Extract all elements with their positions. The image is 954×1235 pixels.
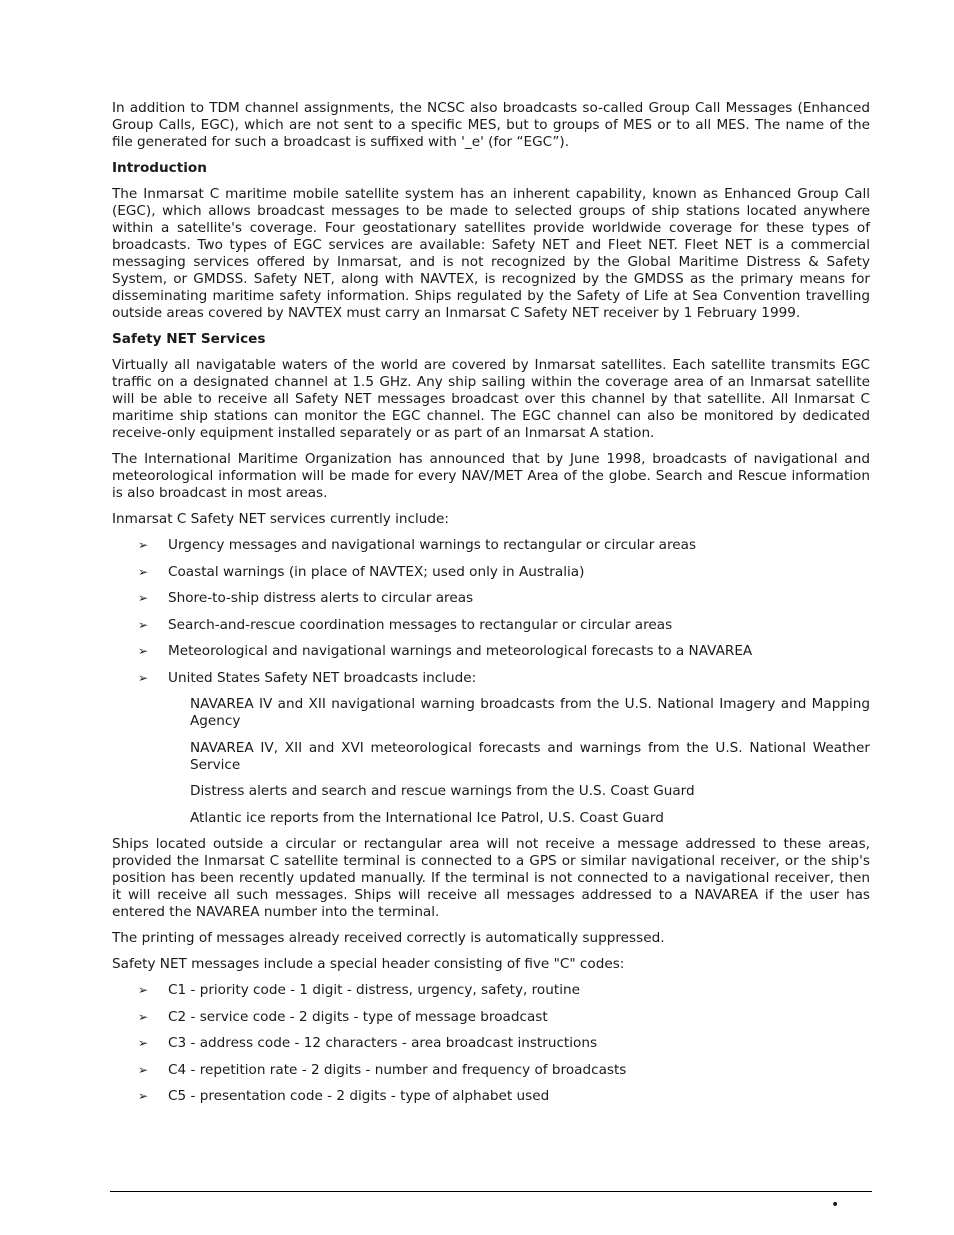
services-paragraph-2: The International Maritime Organization has announced that by June 1998, broadcasts of navigational and meteorological information will be made for every NAV/MET Area of the globe. Search and Rescue information is also broadcast in most areas. (112, 451, 870, 501)
arrow-bullet-icon: ➢ (138, 564, 149, 579)
arrow-bullet-icon: ➢ (138, 617, 149, 632)
document-page (112, 100, 870, 1115)
list-item: ➢ Meteorological and navigational warnings and meteorological forecasts to a NAVAREA (138, 643, 753, 659)
arrow-bullet-icon: ➢ (138, 1036, 149, 1050)
us-list-item: NAVAREA IV and XII navigational warning broadcasts from the U.S. National Imagery and Mapping Agency (190, 696, 870, 729)
footer-marker: • (831, 1197, 840, 1213)
us-list-item: NAVAREA IV, XII and XVI meteorological forecasts and warnings from the U.S. National Weather Service (190, 739, 870, 773)
us-list-item: Atlantic ice reports from the International Ice Patrol, U.S. Coast Guard (190, 809, 664, 826)
arrow-bullet-icon: ➢ (138, 983, 149, 997)
list-item: ➢ C3 - address code - 12 characters - area broadcast instructions (138, 1035, 598, 1051)
arrow-bullet-icon: ➢ (138, 1089, 149, 1103)
list-item: ➢ United States Safety NET broadcasts include: (138, 669, 477, 686)
arrow-bullet-icon: ➢ (138, 1009, 149, 1024)
footer-rule (110, 1191, 872, 1192)
list-item: ➢ C1 - priority code - 1 digit - distress, urgency, safety, routine (138, 982, 580, 998)
introduction-body: The Inmarsat C maritime mobile satellite system has an inherent capability, known as Enhanced Group Call (EGC), which allows broadcast messages to be made to selected groups of ship stations located anywhere within a satellite's coverage. Four geostationary satellites provide worldwide coverage for these types of broadcasts. Two types of EGC services are available: Safety NET and Fleet NET. Fleet NET is a commercial messaging services offered by Inmarsat, and is not recognized by the Global Maritime Distress & Safety System, or GMDSS. Safety NET, along with NAVTEX, is recognized by the GMDSS as the primary means for disseminating maritime safety information. Ships regulated by the Safety of Life at Sea Convention travelling outside areas covered by NAVTEX must carry an Inmarsat C Safety NET receiver by 1 February 1999. (112, 186, 870, 321)
list-item: ➢ Urgency messages and navigational warnings to rectangular or circular areas (138, 537, 697, 553)
services-list (112, 537, 870, 687)
list-item: ➢ C5 - presentation code - 2 digits - type of alphabet used (138, 1088, 550, 1104)
list-item: ➢ Shore-to-ship distress alerts to circular areas (138, 590, 474, 606)
services-paragraph-4: The printing of messages already received correctly is automatically suppressed. (112, 930, 665, 946)
introduction-heading: Introduction (112, 160, 207, 176)
arrow-bullet-icon: ➢ (138, 670, 149, 685)
list-item: ➢ C4 - repetition rate - 2 digits - number and frequency of broadcasts (138, 1061, 627, 1078)
arrow-bullet-icon: ➢ (138, 644, 149, 658)
arrow-bullet-icon: ➢ (138, 1062, 149, 1077)
list-item: ➢ C2 - service code - 2 digits - type of message broadcast (138, 1008, 548, 1025)
c-codes-list (112, 982, 870, 1105)
list-item: ➢ Search-and-rescue coordination messages to rectangular or circular areas (138, 616, 673, 633)
services-paragraph-1: Virtually all navigatable waters of the world are covered by Inmarsat satellites. Each satellite transmits EGC traffic on a designated channel at 1.5 GHz. Any ship sailing within the coverage area of an Inmarsat satellite will be able to receive all Safety NET messages broadcast over this channel by that satellite. All Inmarsat C maritime ship stations can monitor the EGC channel. The EGC channel can also be monitored by dedicated receive-only equipment installed separately or as part of an Inmarsat A station. (112, 357, 870, 441)
us-broadcasts-list (112, 696, 870, 827)
arrow-bullet-icon: ➢ (138, 538, 149, 552)
intro-paragraph: In addition to TDM channel assignments, the NCSC also broadcasts so-called Group Call Messages (Enhanced Group Calls, EGC), which are not sent to a specific MES, but to groups of MES or to all MES. The name of the file generated for such a broadcast is suffixed with '_e' (for “EGC”). (112, 100, 870, 150)
services-list-intro: Inmarsat C Safety NET services currently include: (112, 511, 449, 527)
services-paragraph-3: Ships located outside a circular or rectangular area will not receive a message addressed to these areas, provided the Inmarsat C satellite terminal is connected to a GPS or similar navigational receiver, or the ship's position has been recently updated manually. If the terminal is not connected to a navigational receiver, then it will receive all such messages. Ships will receive all messages addressed to a NAVAREA if the user has entered the NAVAREA number into the terminal. (112, 836, 870, 920)
arrow-bullet-icon: ➢ (138, 591, 149, 605)
services-heading: Safety NET Services (112, 331, 266, 347)
list-item: ➢ Coastal warnings (in place of NAVTEX; used only in Australia) (138, 563, 585, 580)
us-list-item: Distress alerts and search and rescue warnings from the U.S. Coast Guard (190, 783, 695, 799)
header-codes-intro: Safety NET messages include a special header consisting of five "C" codes: (112, 956, 625, 972)
